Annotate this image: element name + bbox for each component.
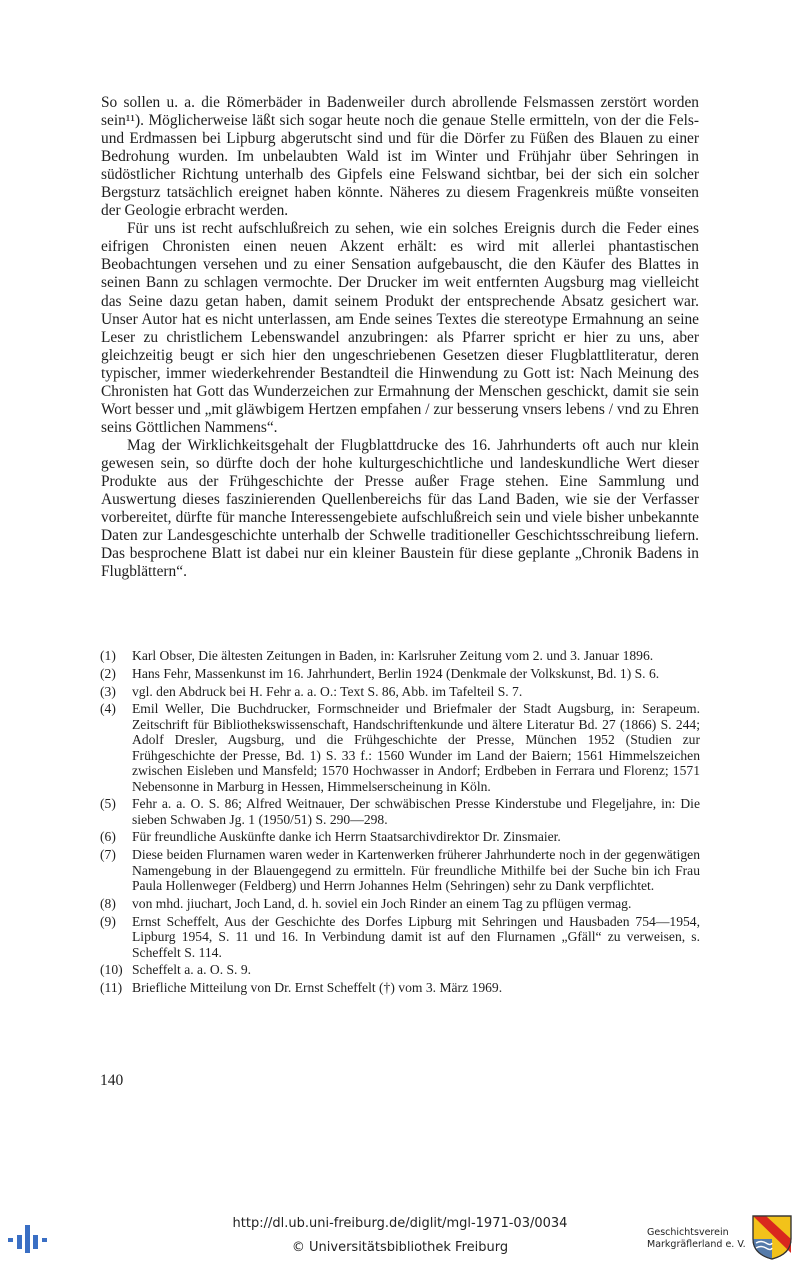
footnote-number: (2) [100,665,116,681]
footnote-text: Fehr a. a. O. S. 86; Alfred Weitnauer, Der schwäbischen Presse Kinderstube und Flegeljahre, in: Die sieben Schwaben Jg. 1 (1950/51) S. 290—298. [132,796,700,827]
footnote-number: (8) [100,895,116,911]
footnote [100,962,700,977]
footnote [100,684,700,699]
footnote-text: Ernst Scheffelt, Aus der Geschichte des Dorfes Lipburg mit Sehringen und Hausbaden 754—1954, Lipburg 1954, S. 11 und 16. In Verbindung damit ist auf den Flurnamen „Gfäll“ zu verweisen, s. Scheffelt S. 114. [132,913,700,960]
footnote-number: (1) [100,648,116,663]
footnote-text: Karl Obser, Die ältesten Zeitungen in Baden, in: Karlsruher Zeitung vom 2. und 3. Januar 1896. [132,648,654,663]
paragraph: Für uns ist recht aufschlußreich zu sehen, wie ein solches Ereignis durch die Feder eines eifrigen Chronisten einen neuen Akzent erhält: es wird mit allerlei phantastischen Beobachtungen versehen und zu einer Sensation aufgebauscht, die den Käufer des Blattes in seinen Bann zu schlagen vermochte. Der Drucker im weit entfernten Augsburg mag vielleicht das Seine dazu getan haben, damit seinem Produkt der entsprechende Absatz gesichert war. Unser Autor hat es nicht unterlassen, am Ende seines Textes die stereotype Ermahnung an seine Leser zu christlichem Lebenswandel anzubringen: als Pfarrer spricht er hier zu uns, aber gleichzeitig beugt er sich hier den ungeschriebenen Gesetzen dieser Flugblattliteratur, deren typischer, immer wiederkehrender Bestandteil die Hinwendung zu Gott ist: Nach Meinung des Chronisten hat Gott das Wunderzeichen zur Ermahnung der Menschen geschickt, damit sie sein Wort besser und „mit gläwbigem Hertzen empfahen / zur besserung vnsers lebens / vnd zu Ehren seins Göttlichen Nammens“. [101,220,699,436]
publisher-name [647,1227,747,1251]
footnote-number: (3) [100,683,116,699]
footnote-text: Emil Weller, Die Buchdrucker, Formschneider und Briefmaler der Stadt Augsburg, in: Serapeum. Zeitschrift für Bibliothekswissenschaft, Handschriftenkunde und ältere Literatur Bd. 27 (1866) S. 244; Adolf Dresler, Augsburg, und die Frühgeschichte der Presse, München 1952 (Studien zur Frühgeschichte der Presse, Bd. 1) S. 33 f.: 1560 Wunder im Land der Baiern; 1561 Himmelszeichen zwischen Eisleben und Mansfeld; 1570 Hochwasser in Andorf; Erdbeben in Ferrara und Florenz; 1571 Nebensonne in Marburg in Hessen, Himmelserscheinung in Köln. [132,701,700,794]
footnote [100,896,700,911]
footnote [100,796,700,827]
footnote-number: (5) [100,796,116,812]
publisher-line: Markgräflerland e. V. [647,1239,746,1250]
footnote [100,980,700,995]
footnote [100,701,700,794]
footnote [100,666,700,681]
viewer-footer [0,1210,800,1263]
footnote-number: (6) [100,829,116,845]
footnote-text: Hans Fehr, Massenkunst im 16. Jahrhundert, Berlin 1924 (Denkmale der Volkskunst, Bd. 1) S. 6. [132,665,660,681]
footnote-text: vgl. den Abdruck bei H. Fehr a. a. O.: Text S. 86, Abb. im Tafelteil S. 7. [132,683,523,699]
footnote [100,648,700,663]
copyright-notice: © Universitätsbibliothek Freiburg [291,1240,509,1255]
footnote-text: von mhd. jiuchart, Joch Land, d. h. soviel ein Joch Rinder an einem Tag zu pflügen vermag. [132,895,632,911]
footnote [100,829,700,844]
footnote-text: Diese beiden Flurnamen waren weder in Kartenwerken früherer Jahrhunderte noch in der gegenwätigen Namengebung in der Blauengegend zu ermitteln. Für freundliche Mithilfe bei der Suche bin ich Frau Paula Hollenweger (Feldberg) und Herrn Johannes Helm (Sehringen) sehr zu Dank verpflichtet. [132,847,700,894]
footnote-number: (7) [100,847,116,863]
document-url[interactable]: http://dl.ub.uni-freiburg.de/diglit/mgl-1971-03/0034 [232,1216,568,1231]
footnotes [100,648,700,998]
footnote-number: (9) [100,913,116,929]
footnote-text: Für freundliche Auskünfte danke ich Herrn Staatsarchivdirektor Dr. Zinsmaier. [132,829,561,845]
footnote-number: (10) [100,962,123,978]
body-text [101,94,699,581]
footnote-text: Briefliche Mitteilung von Dr. Ernst Scheffelt (†) vom 3. März 1969. [132,980,503,996]
footnote-number: (11) [100,980,123,996]
footnote [100,914,700,960]
publisher-line: Geschichtsverein [647,1227,729,1238]
footnote [100,847,700,893]
footnote-text: Scheffelt a. a. O. S. 9. [132,962,252,978]
paragraph: Mag der Wirklichkeitsgehalt der Flugblattdrucke des 16. Jahrhunderts oft auch nur klein gewesen sein, so dürfte doch der hohe kulturgeschichtliche und landeskundliche Wert dieser Produkte aus der Frühgeschichte der Presse außer Frage stehen. Eine Sammlung und Auswertung dieses faszinierenden Quellenbereichs für das Land Baden, wie sie der Verfasser vorbereitet, dürfte für manche Interessengebiete aufschlußreich sein und viele bisher unbekannte Daten zur Landesgeschichte unterhalb der Schwelle traditioneller Geschichtsschreibung liefern. Das besprochene Blatt ist dabei nur ein kleiner Baustein für diese geplante „Chronik Badens in Flugblättern“. [101,436,699,581]
page-number: 140 [100,1072,124,1089]
paragraph: So sollen u. a. die Römerbäder in Badenweiler durch abrollende Felsmassen zerstört worden sein¹¹). Möglicherweise läßt sich sogar heute noch die genaue Stelle ermitteln, von der die Fels- und Erdmassen bei Lipburg abgerutscht sind und für die Dörfer zu Füßen des Blauen zu einer Bedrohung wurden. Im unbelaubten Wald ist im Winter und Frühjahr über Sehringen in südöstlicher Richtung unterhalb des Gipfels eine Felswand sichtbar, bei der sich ein solcher Bergsturz tatsächlich ereignet haben könnte. Näheres zu diesem Fragenkreis müßte vonseiten der Geologie erbracht werden. [101,94,699,220]
coat-of-arms-icon [750,1213,794,1261]
footnote-number: (4) [100,701,116,717]
